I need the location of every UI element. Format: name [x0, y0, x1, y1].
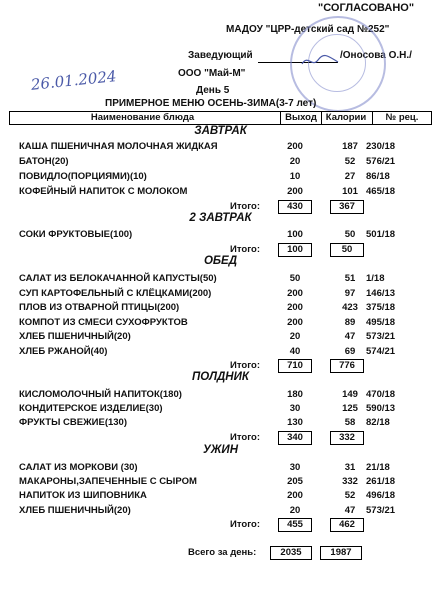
dish-calories: 332 — [342, 476, 358, 487]
dish-output: 200 — [287, 288, 303, 299]
dish-recipe: 573/21 — [366, 331, 396, 342]
table-row — [0, 389, 441, 401]
dish-calories: 47 — [344, 505, 356, 516]
dish-recipe: 576/21 — [366, 156, 396, 167]
dish-recipe: 590/13 — [366, 403, 396, 414]
dish-recipe: 86/18 — [366, 171, 390, 182]
dish-calories: 187 — [342, 141, 358, 152]
dish-name: МАКАРОНЫ,ЗАПЕЧЕННЫЕ С СЫРОМ — [19, 476, 197, 487]
table-row — [0, 156, 441, 168]
total-output: 100 — [278, 243, 312, 257]
dish-recipe: 470/18 — [366, 389, 396, 400]
dish-calories: 89 — [344, 317, 356, 328]
dish-name: КИСЛОМОЛОЧНЫЙ НАПИТОК(180) — [19, 389, 182, 400]
table-row — [0, 331, 441, 343]
dish-name: КАША ПШЕНИЧНАЯ МОЛОЧНАЯ ЖИДКАЯ — [19, 141, 218, 152]
dish-output: 200 — [287, 317, 303, 328]
total-label: Итого: — [230, 201, 260, 212]
table-row — [0, 505, 441, 517]
dish-name: СОКИ ФРУКТОВЫЕ(100) — [19, 229, 133, 240]
table-row — [0, 403, 441, 415]
company-name: ООО "Май-М" — [178, 68, 246, 79]
table-row — [0, 186, 441, 198]
dish-recipe: 1/18 — [366, 273, 385, 284]
dish-name: ФРУКТЫ СВЕЖИЕ(130) — [19, 417, 127, 428]
day-label: День 5 — [196, 85, 230, 96]
dish-calories: 69 — [344, 346, 356, 357]
total-label: Итого: — [230, 360, 260, 371]
dish-calories: 58 — [344, 417, 356, 428]
table-row — [0, 490, 441, 502]
dish-output: 50 — [289, 273, 301, 284]
table-row — [0, 171, 441, 183]
dish-calories: 51 — [344, 273, 356, 284]
section-total — [0, 519, 441, 531]
col-calories-header: Калории — [325, 112, 367, 123]
dish-name: КОМПОТ ИЗ СМЕСИ СУХОФРУКТОВ — [19, 317, 188, 328]
col-output-header: Выход — [285, 112, 317, 123]
dish-name: САЛАТ ИЗ БЕЛОКАЧАННОЙ КАПУСТЫ(50) — [19, 273, 217, 284]
section-title: УЖИН — [202, 444, 239, 456]
dish-recipe: 501/18 — [366, 229, 396, 240]
table-row — [0, 229, 441, 241]
total-calories: 367 — [330, 200, 364, 214]
total-calories: 50 — [330, 243, 364, 257]
table-row — [0, 302, 441, 314]
dish-output: 180 — [287, 389, 303, 400]
total-calories: 776 — [330, 359, 364, 373]
dish-output: 200 — [287, 141, 303, 152]
dish-recipe: 465/18 — [366, 186, 396, 197]
dish-output: 20 — [289, 331, 301, 342]
dish-name: КОФЕЙНЫЙ НАПИТОК С МОЛОКОМ — [19, 186, 188, 197]
table-row — [0, 346, 441, 358]
col-name-header: Наименование блюда — [90, 112, 195, 123]
total-output: 455 — [278, 518, 312, 532]
dish-calories: 101 — [342, 186, 358, 197]
dish-output: 30 — [289, 403, 301, 414]
dish-calories: 47 — [344, 331, 356, 342]
dish-name: САЛАТ ИЗ МОРКОВИ (30) — [19, 462, 138, 473]
grand-total-label: Всего за день: — [188, 547, 257, 558]
dish-recipe: 574/21 — [366, 346, 396, 357]
grand-total-output: 2035 — [270, 546, 312, 560]
section-title: ЗАВТРАК — [194, 125, 247, 137]
dish-recipe: 261/18 — [366, 476, 396, 487]
dish-output: 10 — [289, 171, 301, 182]
dish-output: 20 — [289, 156, 301, 167]
school-name: МАДОУ "ЦРР-детский сад №252" — [226, 24, 390, 35]
dish-output: 130 — [287, 417, 303, 428]
section-title: 2 ЗАВТРАК — [189, 212, 252, 224]
dish-recipe: 146/13 — [366, 288, 396, 299]
dish-name: БАТОН(20) — [19, 156, 69, 167]
dish-calories: 31 — [344, 462, 356, 473]
dish-name: ХЛЕБ ПШЕНИЧНЫЙ(20) — [19, 331, 131, 342]
total-label: Итого: — [230, 244, 260, 255]
menu-title: ПРИМЕРНОЕ МЕНЮ ОСЕНЬ-ЗИМА(3-7 лет) — [105, 98, 317, 109]
total-output: 340 — [278, 431, 312, 445]
dish-name: ХЛЕБ РЖАНОЙ(40) — [19, 346, 108, 357]
table-row — [0, 141, 441, 153]
table-row — [0, 462, 441, 474]
section-title: ПОЛДНИК — [192, 371, 249, 383]
dish-recipe: 495/18 — [366, 317, 396, 328]
dish-name: КОНДИТЕРСКОЕ ИЗДЕЛИЕ(30) — [19, 403, 163, 414]
dish-name: ПЛОВ ИЗ ОТВАРНОЙ ПТИЦЫ(200) — [19, 302, 180, 313]
section-total — [0, 432, 441, 444]
total-calories: 332 — [330, 431, 364, 445]
col-recipe-header: № рец. — [385, 112, 419, 123]
total-output: 430 — [278, 200, 312, 214]
dish-recipe: 230/18 — [366, 141, 396, 152]
table-row — [0, 273, 441, 285]
dish-calories: 97 — [344, 288, 356, 299]
dish-calories: 50 — [344, 229, 356, 240]
dish-output: 200 — [287, 186, 303, 197]
table-row — [0, 476, 441, 488]
total-calories: 462 — [330, 518, 364, 532]
dish-name: НАПИТОК ИЗ ШИПОВНИКА — [19, 490, 147, 501]
grand-total — [0, 547, 441, 559]
total-output: 710 — [278, 359, 312, 373]
dish-name: ПОВИДЛО(ПОРЦИЯМИ)(10) — [19, 171, 147, 182]
dish-output: 100 — [287, 229, 303, 240]
dish-recipe: 573/21 — [366, 505, 396, 516]
total-label: Итого: — [230, 519, 260, 530]
manager-label: Заведующий — [188, 50, 253, 61]
table-header — [9, 111, 432, 125]
dish-calories: 52 — [344, 490, 356, 501]
total-label: Итого: — [230, 432, 260, 443]
dish-recipe: 496/18 — [366, 490, 396, 501]
dish-calories: 423 — [342, 302, 358, 313]
manager-name: /Оносова О.Н./ — [340, 50, 412, 61]
dish-output: 30 — [289, 462, 301, 473]
table-row — [0, 417, 441, 429]
section-title: ОБЕД — [203, 255, 238, 267]
dish-output: 200 — [287, 490, 303, 501]
dish-calories: 52 — [344, 156, 356, 167]
handwritten-date: 26.01.2024 — [30, 67, 118, 94]
dish-recipe: 375/18 — [366, 302, 396, 313]
dish-calories: 27 — [344, 171, 356, 182]
dish-calories: 149 — [342, 389, 358, 400]
dish-output: 20 — [289, 505, 301, 516]
approval-heading: "СОГЛАСОВАНО" — [318, 2, 415, 14]
dish-recipe: 82/18 — [366, 417, 390, 428]
signature-scribble — [300, 52, 340, 70]
dish-output: 205 — [287, 476, 303, 487]
dish-output: 40 — [289, 346, 301, 357]
grand-total-calories: 1987 — [320, 546, 362, 560]
dish-name: СУП КАРТОФЕЛЬНЫЙ С КЛЁЦКАМИ(200) — [19, 288, 212, 299]
dish-recipe: 21/18 — [366, 462, 390, 473]
dish-name: ХЛЕБ ПШЕНИЧНЫЙ(20) — [19, 505, 131, 516]
dish-calories: 125 — [342, 403, 358, 414]
table-row — [0, 317, 441, 329]
dish-output: 200 — [287, 302, 303, 313]
table-row — [0, 288, 441, 300]
